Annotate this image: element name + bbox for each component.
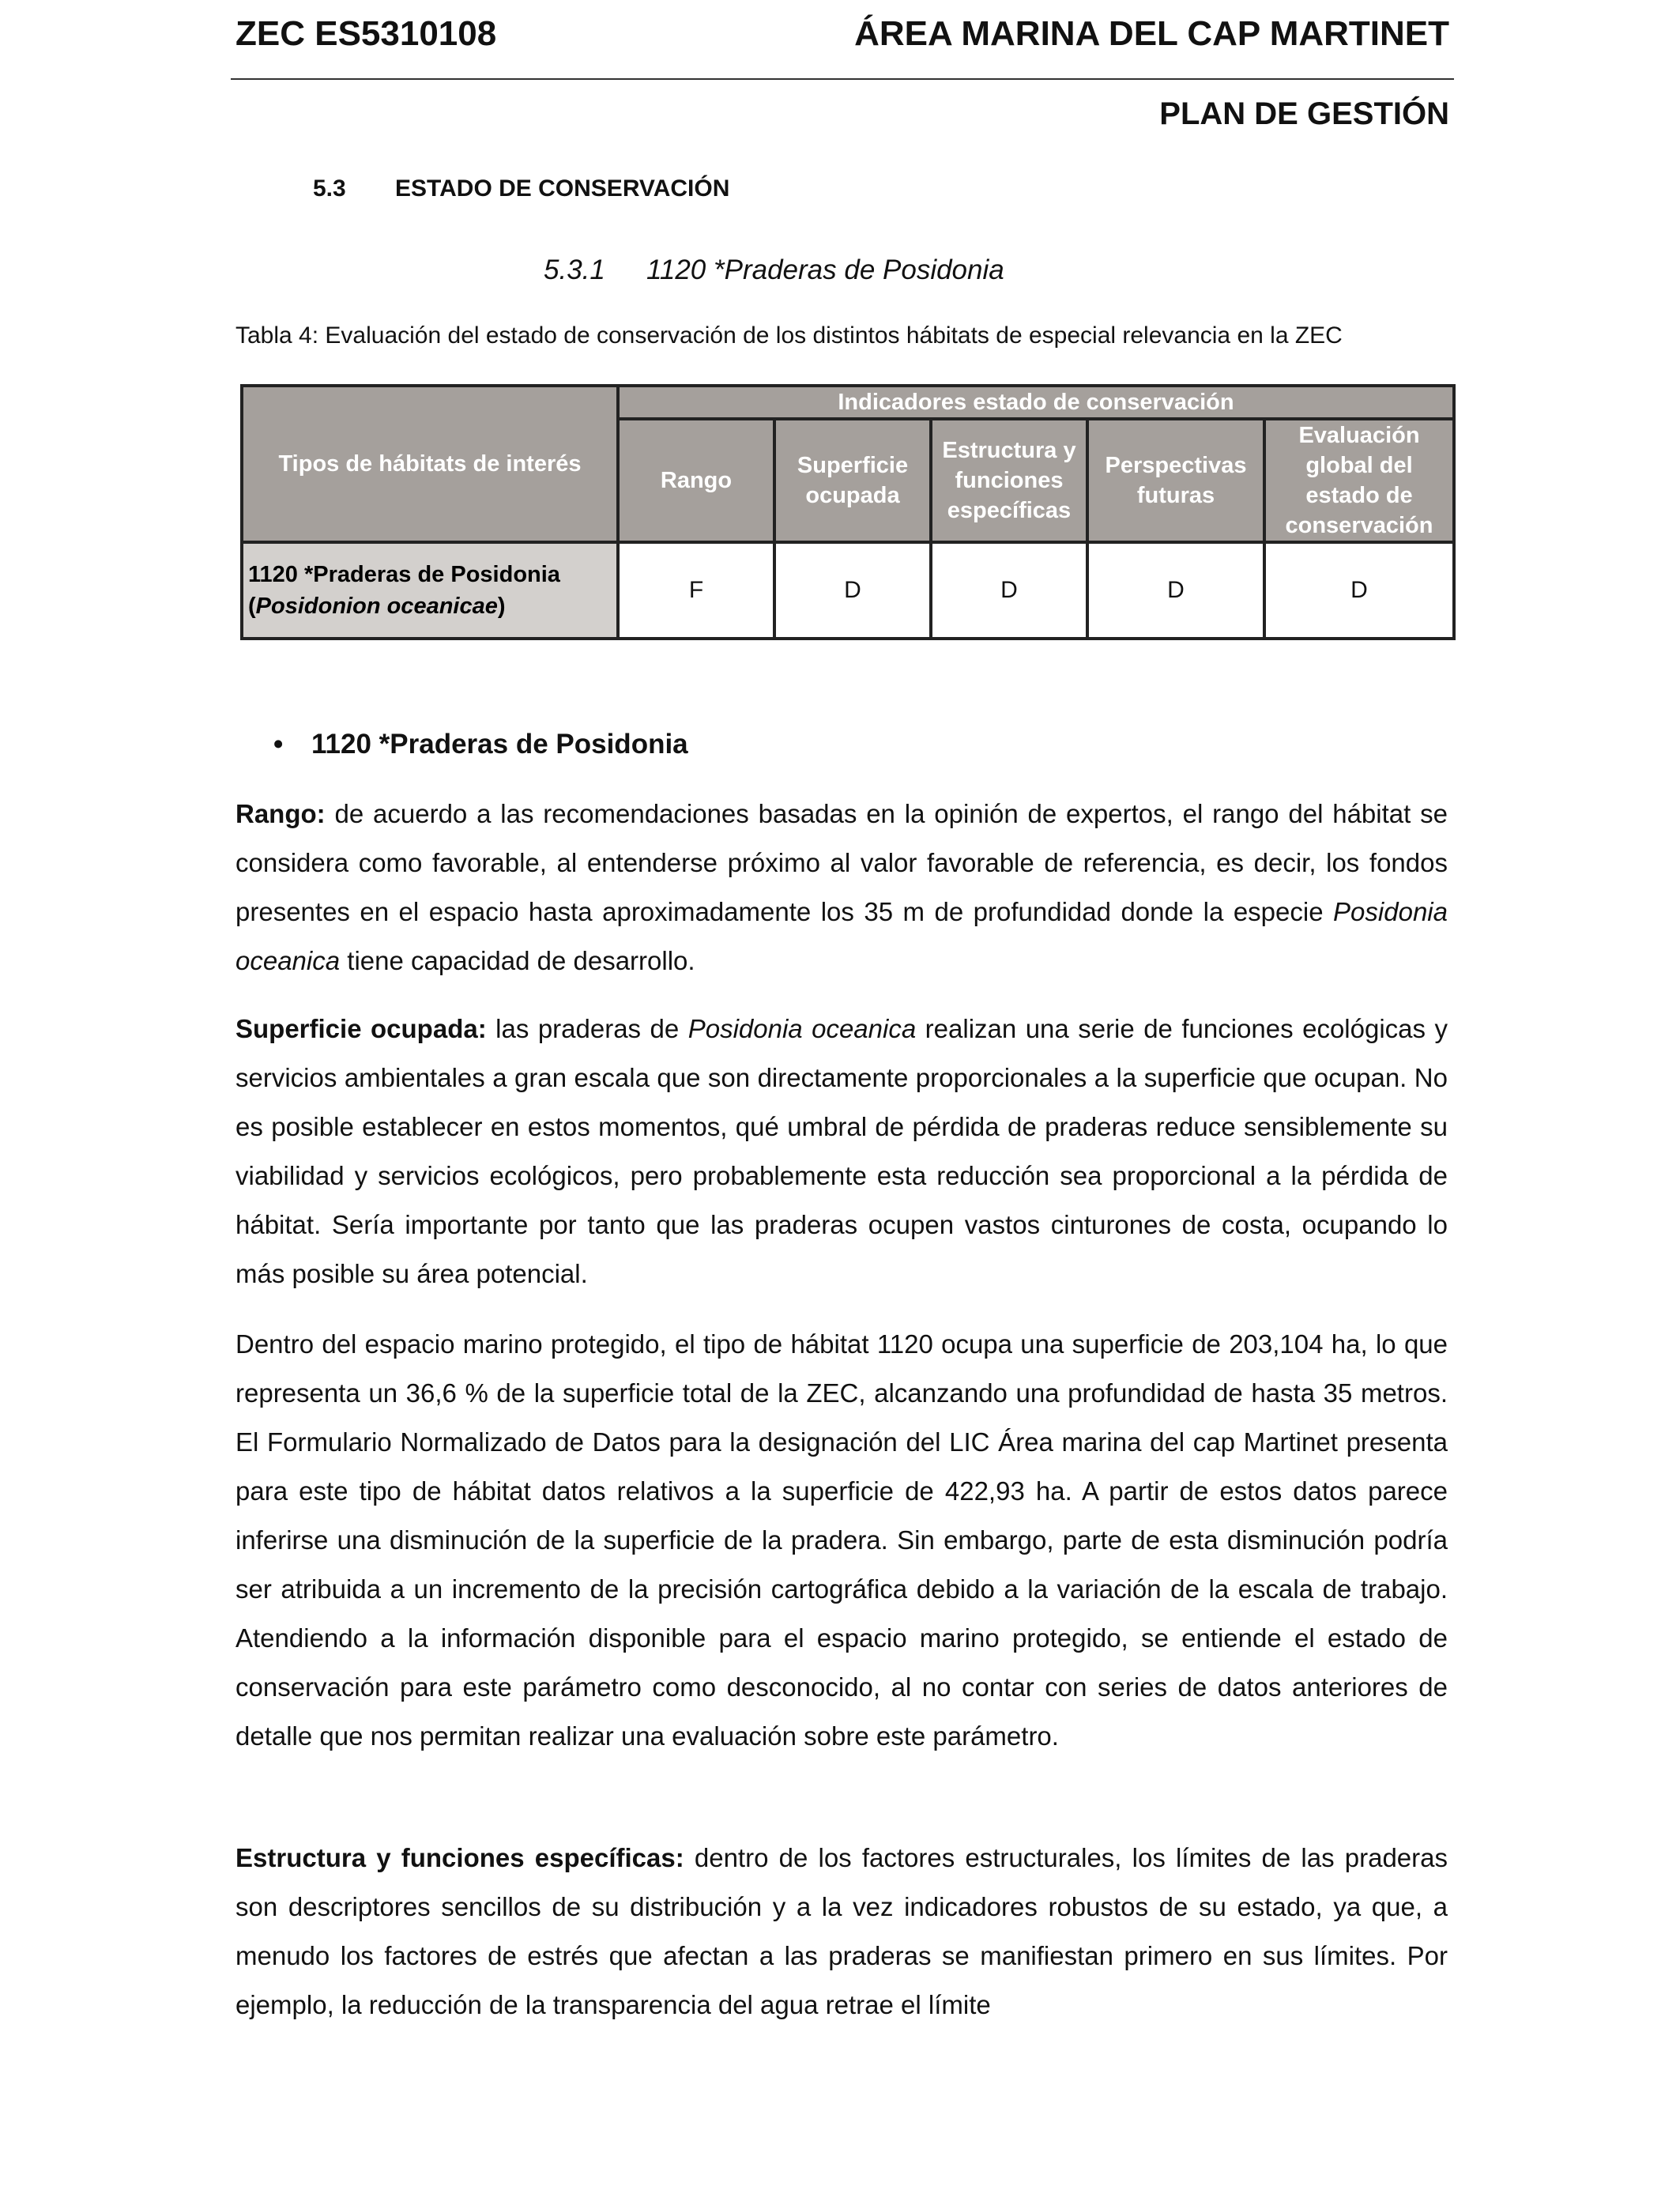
value-superficie: D xyxy=(774,542,931,639)
paragraph-rango-text2: tiene capacidad de desarrollo. xyxy=(340,946,695,975)
col-header-superficie-line2: ocupada xyxy=(805,483,900,508)
value-perspectivas: D xyxy=(1087,542,1264,639)
header-area-name: ÁREA MARINA DEL CAP MARTINET xyxy=(854,14,1449,53)
habitat-paren-close: ) xyxy=(497,594,506,619)
col-header-perspectivas xyxy=(1087,419,1264,542)
table-caption: Tabla 4: Evaluación del estado de conservación de los distintos hábitats de especial relevancia en la ZEC xyxy=(235,322,1343,349)
paragraph-dentro xyxy=(235,1320,1448,1761)
col-header-evaluacion-line2: global del xyxy=(1305,453,1413,478)
subsection-title: 1120 *Praderas de Posidonia xyxy=(646,254,1004,285)
section-heading xyxy=(313,175,729,202)
paragraph-superficie-text2: realizan una serie de funciones ecológicas y servicios ambientales a gran escala que son directamente proporcionales a la superficie que ocupan. No es posible establecer en estos momentos, qué umbral de pérdida de praderas reduce sensiblemente su viabilidad y servicios ecológicos, pero probablemente esta reducción sea proporcional a la pérdida de hábitat. Sería importante por tanto que las praderas ocupen vastos cinturones de costa, ocupando lo más posible su área potencial. xyxy=(235,1014,1448,1288)
col-header-estructura-line1: Estructura y xyxy=(942,438,1076,463)
col-header-estructura-line2: funciones xyxy=(955,468,1064,493)
habitat-name-cell xyxy=(242,542,618,639)
col-header-evaluacion xyxy=(1264,419,1454,542)
col-header-estructura-line3: específicas xyxy=(947,498,1072,523)
value-estructura: D xyxy=(931,542,1087,639)
table-row xyxy=(242,542,1454,639)
header-code: ZEC ES5310108 xyxy=(235,14,497,53)
header-divider xyxy=(231,78,1454,80)
paragraph-superficie-species: Posidonia oceanica xyxy=(687,1014,917,1043)
subsection-number: 5.3.1 xyxy=(544,254,605,285)
habitat-types-header: Tipos de hábitats de interés xyxy=(242,386,618,542)
bullet-text: 1120 *Praderas de Posidonia xyxy=(311,729,688,760)
conservation-table xyxy=(240,384,1456,640)
bullet-dot-icon: • xyxy=(273,729,284,760)
col-header-evaluacion-line4: conservación xyxy=(1285,513,1433,538)
section-title: ESTADO DE CONSERVACIÓN xyxy=(395,175,730,202)
paragraph-estructura-label: Estructura y funciones específicas: xyxy=(235,1843,684,1872)
col-header-rango-text: Rango xyxy=(660,468,733,493)
col-header-perspectivas-line1: Perspectivas xyxy=(1105,453,1247,478)
value-evaluacion: D xyxy=(1264,542,1454,639)
habitat-name: 1120 *Praderas de Posidonia xyxy=(248,562,560,587)
col-header-perspectivas-line2: futuras xyxy=(1136,483,1215,508)
paragraph-rango-species: Posidonia oceanica xyxy=(235,897,1448,975)
paragraph-dentro-text: Dentro del espacio marino protegido, el tipo de hábitat 1120 ocupa una superficie de 203,104 ha, lo que representa un 36,6 % de la superficie total de la ZEC, alcanzando una profundidad de hasta 35 metros. El Formulario Normalizado de Datos para la designación del LIC Área marina del cap Martinet presenta para este tipo de hábitat datos relativos a la superficie de 422,93 ha. A partir de estos datos parece inferirse una disminución de la superficie de la pradera. Sin embargo, parte de esta disminución podría ser atribuida a un incremento de la precisión cartográfica debido a la variación de la escala de trabajo. Atendiendo a la información disponible para el espacio marino protegido, se entiende el estado de conservación para este parámetro como desconocido, al no contar con series de datos anteriores de detalle que nos permitan realizar una evaluación sobre este parámetro. xyxy=(235,1329,1448,1751)
paragraph-estructura xyxy=(235,1834,1448,2030)
paragraph-rango-text1: de acuerdo a las recomendaciones basadas en la opinión de expertos, el rango del hábitat se considera como favorable, al entenderse próximo al valor favorable de referencia, es decir, los fondos presentes en el espacio hasta aproximadamente los 35 m de profundidad donde la especie xyxy=(235,799,1448,926)
col-header-rango xyxy=(618,419,774,542)
paragraph-superficie xyxy=(235,1005,1448,1299)
habitat-species-line xyxy=(248,590,616,622)
paragraph-superficie-text1: las praderas de xyxy=(486,1014,688,1043)
paragraph-superficie-label: Superficie ocupada: xyxy=(235,1014,487,1043)
header-subtitle: PLAN DE GESTIÓN xyxy=(1159,96,1449,131)
value-rango: F xyxy=(618,542,774,639)
paragraph-estructura-text: dentro de los factores estructurales, los límites de las praderas son descriptores sencillos de su distribución y a la vez indicadores robustos de su estado, ya que, a menudo los factores de estrés que afectan a las praderas se manifiestan primero en sus límites. Por ejemplo, la reducción de la transparencia del agua retrae el límite xyxy=(235,1843,1448,2019)
col-header-evaluacion-line3: estado de xyxy=(1305,483,1413,508)
col-header-estructura xyxy=(931,419,1087,542)
paragraph-rango-label: Rango: xyxy=(235,799,326,828)
paragraph-rango xyxy=(235,790,1448,986)
habitat-species: Posidonion oceanicae xyxy=(255,594,498,619)
col-header-superficie-line1: Superficie xyxy=(797,453,909,478)
bullet-heading xyxy=(273,729,688,760)
section-number: 5.3 xyxy=(313,175,346,202)
subsection-heading xyxy=(544,254,1004,286)
habitat-paren-open: ( xyxy=(248,594,256,619)
col-header-evaluacion-line1: Evaluación xyxy=(1298,423,1420,448)
indicators-group-header: Indicadores estado de conservación xyxy=(618,386,1454,419)
col-header-superficie xyxy=(774,419,931,542)
